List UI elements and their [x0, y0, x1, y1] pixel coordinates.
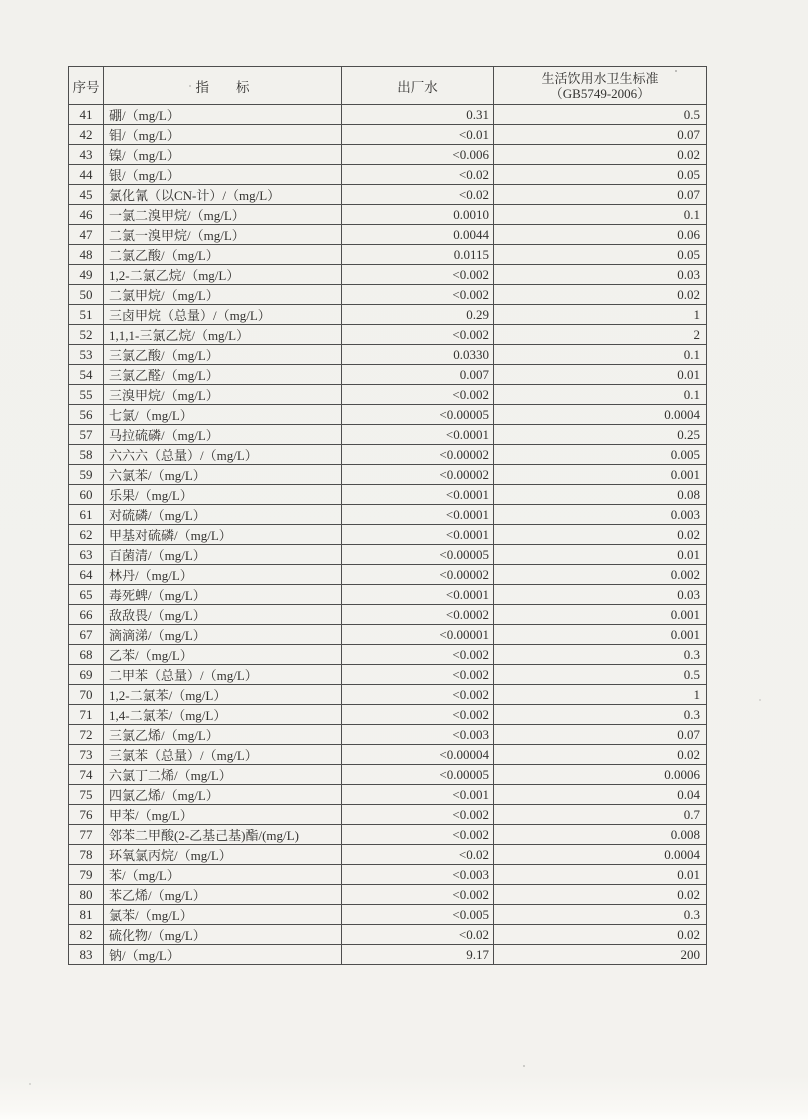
factory-water-value-cell: 0.007 [342, 365, 494, 385]
standard-limit-cell: 0.02 [494, 885, 707, 905]
indicator-cell: 邻苯二甲酸(2-乙基己基)酯/(mg/L) [104, 825, 342, 845]
standard-limit-cell: 0.03 [494, 265, 707, 285]
table-row [69, 345, 707, 365]
standard-limit-cell: 0.02 [494, 285, 707, 305]
standard-limit-cell: 0.001 [494, 605, 707, 625]
table-row [69, 825, 707, 845]
factory-water-value-cell: <0.002 [342, 325, 494, 345]
factory-water-value-cell: <0.0001 [342, 525, 494, 545]
standard-limit-cell: 0.07 [494, 185, 707, 205]
factory-water-value-cell: <0.005 [342, 905, 494, 925]
indicator-cell: 滴滴涕/（mg/L） [104, 625, 342, 645]
table-row [69, 165, 707, 185]
row-number-cell: 66 [69, 605, 104, 625]
row-number-cell: 76 [69, 805, 104, 825]
row-number-cell: 83 [69, 945, 104, 965]
header-row [69, 67, 707, 105]
table-row [69, 405, 707, 425]
row-number-cell: 62 [69, 525, 104, 545]
results-table [68, 66, 707, 965]
row-number-cell: 43 [69, 145, 104, 165]
factory-water-value-cell: <0.002 [342, 265, 494, 285]
indicator-cell: 六氯丁二烯/（mg/L） [104, 765, 342, 785]
indicator-cell: 1,1,1-三氯乙烷/（mg/L） [104, 325, 342, 345]
indicator-cell: 百菌清/（mg/L） [104, 545, 342, 565]
indicator-cell: 二氯乙酸/（mg/L） [104, 245, 342, 265]
row-number-cell: 59 [69, 465, 104, 485]
factory-water-value-cell: 0.0010 [342, 205, 494, 225]
table-row [69, 205, 707, 225]
row-number-cell: 80 [69, 885, 104, 905]
row-number-cell: 61 [69, 505, 104, 525]
standard-limit-cell: 0.05 [494, 165, 707, 185]
standard-limit-cell: 0.3 [494, 645, 707, 665]
factory-water-value-cell: <0.00002 [342, 445, 494, 465]
standard-limit-cell: 0.01 [494, 365, 707, 385]
row-number-cell: 75 [69, 785, 104, 805]
factory-water-value-cell: <0.00005 [342, 545, 494, 565]
row-number-cell: 49 [69, 265, 104, 285]
table-row [69, 325, 707, 345]
row-number-cell: 52 [69, 325, 104, 345]
standard-limit-cell: 0.0004 [494, 845, 707, 865]
factory-water-value-cell: <0.003 [342, 865, 494, 885]
table-row [69, 225, 707, 245]
factory-water-value-cell: <0.001 [342, 785, 494, 805]
indicator-cell: 镍/（mg/L） [104, 145, 342, 165]
row-number-cell: 68 [69, 645, 104, 665]
table-row [69, 925, 707, 945]
standard-limit-cell: 0.1 [494, 205, 707, 225]
standard-limit-cell: 0.01 [494, 545, 707, 565]
water-quality-table [68, 66, 706, 963]
table-header [69, 67, 707, 105]
table-row [69, 285, 707, 305]
factory-water-value-cell: <0.00004 [342, 745, 494, 765]
table-row [69, 545, 707, 565]
standard-limit-cell: 0.01 [494, 865, 707, 885]
factory-water-value-cell: <0.00002 [342, 465, 494, 485]
factory-water-value-cell: <0.002 [342, 685, 494, 705]
indicator-cell: 一氯二溴甲烷/（mg/L） [104, 205, 342, 225]
standard-limit-cell: 0.05 [494, 245, 707, 265]
indicator-cell: 六六六（总量）/（mg/L） [104, 445, 342, 465]
row-number-cell: 55 [69, 385, 104, 405]
factory-water-value-cell: <0.006 [342, 145, 494, 165]
table-row [69, 365, 707, 385]
table-row [69, 565, 707, 585]
factory-water-value-cell: <0.00001 [342, 625, 494, 645]
table-row [69, 465, 707, 485]
factory-water-value-cell: <0.003 [342, 725, 494, 745]
standard-limit-cell: 0.0006 [494, 765, 707, 785]
standard-limit-cell: 1 [494, 305, 707, 325]
indicator-cell: 三氯苯（总量）/（mg/L） [104, 745, 342, 765]
table-row [69, 185, 707, 205]
factory-water-value-cell: <0.02 [342, 925, 494, 945]
row-number-cell: 74 [69, 765, 104, 785]
row-number-cell: 70 [69, 685, 104, 705]
table-row [69, 425, 707, 445]
table-row [69, 665, 707, 685]
table-row [69, 885, 707, 905]
table-row [69, 685, 707, 705]
indicator-cell: 二甲苯（总量）/（mg/L） [104, 665, 342, 685]
table-row [69, 745, 707, 765]
indicator-cell: 1,4-二氯苯/（mg/L） [104, 705, 342, 725]
indicator-cell: 对硫磷/（mg/L） [104, 505, 342, 525]
indicator-cell: 环氧氯丙烷/（mg/L） [104, 845, 342, 865]
row-number-cell: 54 [69, 365, 104, 385]
row-number-cell: 73 [69, 745, 104, 765]
standard-limit-cell: 0.0004 [494, 405, 707, 425]
table-row [69, 525, 707, 545]
standard-limit-cell: 0.1 [494, 385, 707, 405]
factory-water-value-cell: <0.0001 [342, 485, 494, 505]
row-number-cell: 47 [69, 225, 104, 245]
indicator-cell: 甲基对硫磷/（mg/L） [104, 525, 342, 545]
row-number-cell: 51 [69, 305, 104, 325]
standard-limit-cell: 0.25 [494, 425, 707, 445]
indicator-cell: 钼/（mg/L） [104, 125, 342, 145]
table-row [69, 385, 707, 405]
standard-limit-cell: 0.5 [494, 665, 707, 685]
standard-limit-cell: 0.7 [494, 805, 707, 825]
standard-limit-cell: 0.02 [494, 525, 707, 545]
row-number-cell: 45 [69, 185, 104, 205]
indicator-cell: 三氯乙烯/（mg/L） [104, 725, 342, 745]
standard-limit-cell: 0.02 [494, 925, 707, 945]
table-row [69, 805, 707, 825]
standard-limit-cell: 0.001 [494, 625, 707, 645]
indicator-cell: 银/（mg/L） [104, 165, 342, 185]
indicator-cell: 1,2-二氯乙烷/（mg/L） [104, 265, 342, 285]
factory-water-value-cell: 9.17 [342, 945, 494, 965]
row-number-cell: 41 [69, 105, 104, 125]
indicator-cell: 敌敌畏/（mg/L） [104, 605, 342, 625]
factory-water-value-cell: <0.002 [342, 825, 494, 845]
table-row [69, 585, 707, 605]
row-number-cell: 46 [69, 205, 104, 225]
indicator-cell: 七氯/（mg/L） [104, 405, 342, 425]
table-row [69, 105, 707, 125]
row-number-cell: 44 [69, 165, 104, 185]
indicator-cell: 二氯甲烷/（mg/L） [104, 285, 342, 305]
indicator-cell: 毒死蜱/（mg/L） [104, 585, 342, 605]
row-number-cell: 58 [69, 445, 104, 465]
standard-limit-cell: 0.02 [494, 145, 707, 165]
row-number-cell: 60 [69, 485, 104, 505]
table-row [69, 125, 707, 145]
indicator-cell: 林丹/（mg/L） [104, 565, 342, 585]
table-row [69, 905, 707, 925]
table-row [69, 505, 707, 525]
factory-water-value-cell: <0.002 [342, 645, 494, 665]
factory-water-value-cell: <0.002 [342, 705, 494, 725]
header-col-factory-water: 出厂水 [342, 67, 494, 105]
standard-limit-cell: 0.06 [494, 225, 707, 245]
indicator-cell: 三氯乙醛/（mg/L） [104, 365, 342, 385]
standard-limit-cell: 0.3 [494, 705, 707, 725]
standard-limit-cell: 2 [494, 325, 707, 345]
indicator-cell: 甲苯/（mg/L） [104, 805, 342, 825]
factory-water-value-cell: <0.02 [342, 185, 494, 205]
standard-limit-cell: 0.04 [494, 785, 707, 805]
standard-limit-cell: 0.3 [494, 905, 707, 925]
row-number-cell: 56 [69, 405, 104, 425]
indicator-cell: 乐果/（mg/L） [104, 485, 342, 505]
table-row [69, 305, 707, 325]
factory-water-value-cell: <0.00005 [342, 765, 494, 785]
row-number-cell: 50 [69, 285, 104, 305]
factory-water-value-cell: 0.0115 [342, 245, 494, 265]
row-number-cell: 53 [69, 345, 104, 365]
row-number-cell: 65 [69, 585, 104, 605]
standard-limit-cell: 200 [494, 945, 707, 965]
indicator-cell: 三溴甲烷/（mg/L） [104, 385, 342, 405]
standard-limit-cell: 0.003 [494, 505, 707, 525]
factory-water-value-cell: <0.02 [342, 845, 494, 865]
table-body [69, 105, 707, 965]
table-row [69, 145, 707, 165]
row-number-cell: 48 [69, 245, 104, 265]
factory-water-value-cell: 0.0044 [342, 225, 494, 245]
header-col-number: 序号 [69, 67, 104, 105]
row-number-cell: 72 [69, 725, 104, 745]
standard-limit-cell: 0.08 [494, 485, 707, 505]
factory-water-value-cell: 0.31 [342, 105, 494, 125]
standard-limit-cell: 0.005 [494, 445, 707, 465]
standard-limit-cell: 1 [494, 685, 707, 705]
indicator-cell: 苯乙烯/（mg/L） [104, 885, 342, 905]
table-row [69, 945, 707, 965]
table-row [69, 445, 707, 465]
indicator-cell: 四氯乙烯/（mg/L） [104, 785, 342, 805]
standard-limit-cell: 0.02 [494, 745, 707, 765]
row-number-cell: 79 [69, 865, 104, 885]
standard-limit-cell: 0.008 [494, 825, 707, 845]
factory-water-value-cell: <0.0001 [342, 425, 494, 445]
row-number-cell: 77 [69, 825, 104, 845]
indicator-cell: 氯苯/（mg/L） [104, 905, 342, 925]
factory-water-value-cell: <0.002 [342, 805, 494, 825]
indicator-cell: 马拉硫磷/（mg/L） [104, 425, 342, 445]
table-row [69, 845, 707, 865]
table-row [69, 245, 707, 265]
table-row [69, 785, 707, 805]
factory-water-value-cell: 0.29 [342, 305, 494, 325]
table-row [69, 865, 707, 885]
indicator-cell: 三卤甲烷（总量）/（mg/L） [104, 305, 342, 325]
row-number-cell: 78 [69, 845, 104, 865]
indicator-cell: 乙苯/（mg/L） [104, 645, 342, 665]
header-col-indicator: 指 标 [104, 67, 342, 105]
factory-water-value-cell: <0.002 [342, 665, 494, 685]
indicator-cell: 苯/（mg/L） [104, 865, 342, 885]
indicator-cell: 六氯苯/（mg/L） [104, 465, 342, 485]
indicator-cell: 硼/（mg/L） [104, 105, 342, 125]
row-number-cell: 71 [69, 705, 104, 725]
indicator-cell: 氯化氰（以CN-计）/（mg/L） [104, 185, 342, 205]
table-row [69, 765, 707, 785]
row-number-cell: 63 [69, 545, 104, 565]
factory-water-value-cell: <0.00005 [342, 405, 494, 425]
indicator-cell: 三氯乙酸/（mg/L） [104, 345, 342, 365]
row-number-cell: 64 [69, 565, 104, 585]
row-number-cell: 82 [69, 925, 104, 945]
factory-water-value-cell: <0.00002 [342, 565, 494, 585]
standard-limit-cell: 0.002 [494, 565, 707, 585]
row-number-cell: 42 [69, 125, 104, 145]
standard-limit-cell: 0.07 [494, 725, 707, 745]
header-standard-line2: （GB5749-2006） [549, 85, 651, 101]
factory-water-value-cell: <0.0001 [342, 505, 494, 525]
standard-limit-cell: 0.1 [494, 345, 707, 365]
standard-limit-cell: 0.001 [494, 465, 707, 485]
factory-water-value-cell: <0.01 [342, 125, 494, 145]
factory-water-value-cell: <0.0002 [342, 605, 494, 625]
indicator-cell: 钠/（mg/L） [104, 945, 342, 965]
header-col-standard [494, 67, 707, 105]
table-row [69, 645, 707, 665]
standard-limit-cell: 0.5 [494, 105, 707, 125]
factory-water-value-cell: <0.002 [342, 385, 494, 405]
table-row [69, 625, 707, 645]
factory-water-value-cell: <0.02 [342, 165, 494, 185]
factory-water-value-cell: 0.0330 [342, 345, 494, 365]
indicator-cell: 硫化物/（mg/L） [104, 925, 342, 945]
factory-water-value-cell: <0.0001 [342, 585, 494, 605]
indicator-cell: 1,2-二氯苯/（mg/L） [104, 685, 342, 705]
table-row [69, 265, 707, 285]
standard-limit-cell: 0.07 [494, 125, 707, 145]
factory-water-value-cell: <0.002 [342, 285, 494, 305]
table-row [69, 705, 707, 725]
indicator-cell: 二氯一溴甲烷/（mg/L） [104, 225, 342, 245]
standard-limit-cell: 0.03 [494, 585, 707, 605]
table-row [69, 605, 707, 625]
factory-water-value-cell: <0.002 [342, 885, 494, 905]
row-number-cell: 57 [69, 425, 104, 445]
table-row [69, 485, 707, 505]
row-number-cell: 81 [69, 905, 104, 925]
row-number-cell: 69 [69, 665, 104, 685]
row-number-cell: 67 [69, 625, 104, 645]
table-row [69, 725, 707, 745]
header-standard-line1: 生活饮用水卫生标准 [541, 70, 659, 86]
